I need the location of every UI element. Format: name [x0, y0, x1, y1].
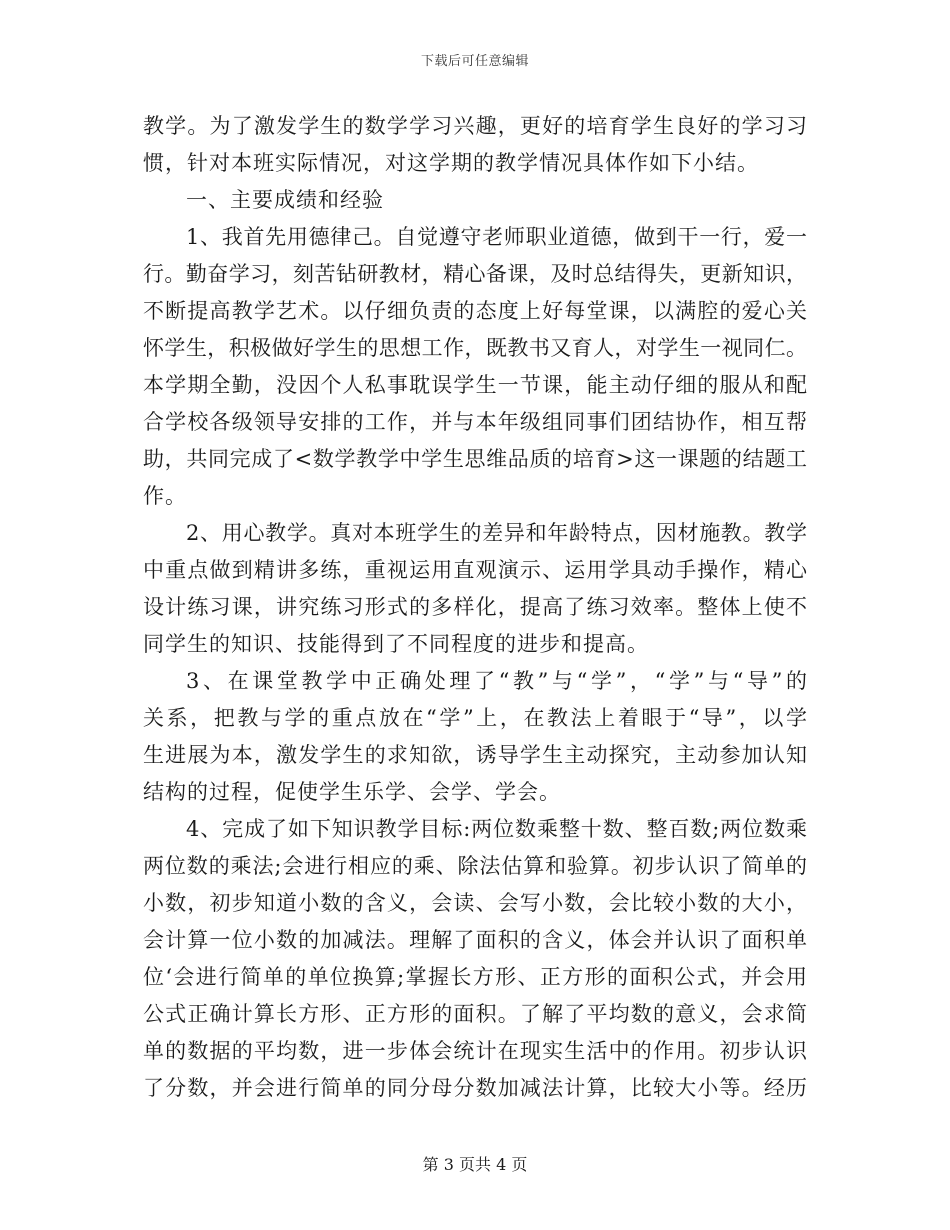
paragraph-line: 怀学生，积极做好学生的思想工作，既教书又育人，对学生一视同仁。: [143, 336, 807, 360]
paragraph-line: 生进展为本，激发学生的求知欲，诱导学生主动探究，主动参加认知: [143, 743, 807, 767]
paragraph-line: 不断提高教学艺术。以仔细负责的态度上好每堂课，以满腔的爱心关: [143, 299, 807, 323]
page-number: 第 3 页共 4 页: [422, 1155, 528, 1174]
paragraph-line: 4、完成了如下知识教学目标:两位数乘整十数、整百数;两位数乘: [186, 817, 807, 841]
paragraph-line: 单的数据的平均数，进一步体会统计在现实生活中的作用。初步认识: [143, 1039, 807, 1063]
paragraph-line: 同学生的知识、技能得到了不同程度的进步和提高。: [143, 632, 649, 656]
paragraph-line: 中重点做到精讲多练，重视运用直观演示、运用学具动手操作，精心: [143, 558, 807, 582]
paragraph-line: 小数，初步知道小数的含义，会读、会写小数，会比较小数的大小，: [143, 891, 807, 915]
page-header-note: 下载后可任意编辑: [420, 54, 529, 69]
paragraph-line: 3、在课堂教学中正确处理了“教”与“学”，“学”与“导”的: [186, 669, 807, 693]
paragraph-continued: [143, 108, 807, 182]
paragraph-line: 本学期全勤，没因个人私事耽误学生一节课，能主动仔细的服从和配: [143, 373, 807, 397]
section-heading: 一、主要成绩和经验: [186, 188, 384, 212]
paragraph-line: 关系，把教与学的重点放在“学”上，在教法上着眼于“导”，以学: [143, 706, 807, 730]
paragraph-line: 两位数的乘法;会进行相应的乘、除法估算和验算。初步认识了简单的: [143, 854, 807, 878]
paragraph-item-2: [143, 515, 807, 663]
paragraph-item-1: [143, 219, 807, 515]
paragraph-line: 结构的过程，促使学生乐学、会学、学会。: [143, 780, 561, 804]
document-body: [143, 108, 807, 1107]
paragraph-line: 位‘会进行简单的单位换算;掌握长方形、正方形的面积公式，并会用: [143, 965, 807, 989]
paragraph-line: 作。: [143, 484, 187, 508]
paragraph-line: 了分数，并会进行简单的同分母分数加减法计算，比较大小等。经历: [143, 1076, 807, 1100]
paragraph-line: 公式正确计算长方形、正方形的面积。了解了平均数的意义，会求简: [143, 1002, 807, 1026]
paragraph-line: 教学。为了激发学生的数学学习兴趣，更好的培育学生良好的学习习: [143, 114, 807, 138]
paragraph-line: 会计算一位小数的加减法。理解了面积的含义，体会并认识了面积单: [143, 928, 807, 952]
paragraph-line: 2、用心教学。真对本班学生的差异和年龄特点，因材施教。教学: [186, 521, 807, 545]
paragraph-line: 合学校各级领导安排的工作，并与本年级组同事们团结协作，相互帮: [143, 410, 807, 434]
paragraph-item-3: [143, 663, 807, 811]
paragraph-line: 助，共同完成了<数学教学中学生思维品质的培育>这一课题的结题工: [143, 447, 807, 471]
paragraph-item-4: [143, 811, 807, 1107]
paragraph-line: 1、我首先用德律己。自觉遵守老师职业道德，做到干一行，爱一: [186, 225, 807, 249]
paragraph-line: 设计练习课，讲究练习形式的多样化，提高了练习效率。整体上使不: [143, 595, 807, 619]
paragraph-line: 惯，针对本班实际情况，对这学期的教学情况具体作如下小结。: [143, 151, 759, 175]
paragraph-line: 行。勤奋学习，刻苦钻研教材，精心备课，及时总结得失，更新知识，: [143, 262, 807, 286]
section-heading-block: [143, 182, 807, 219]
